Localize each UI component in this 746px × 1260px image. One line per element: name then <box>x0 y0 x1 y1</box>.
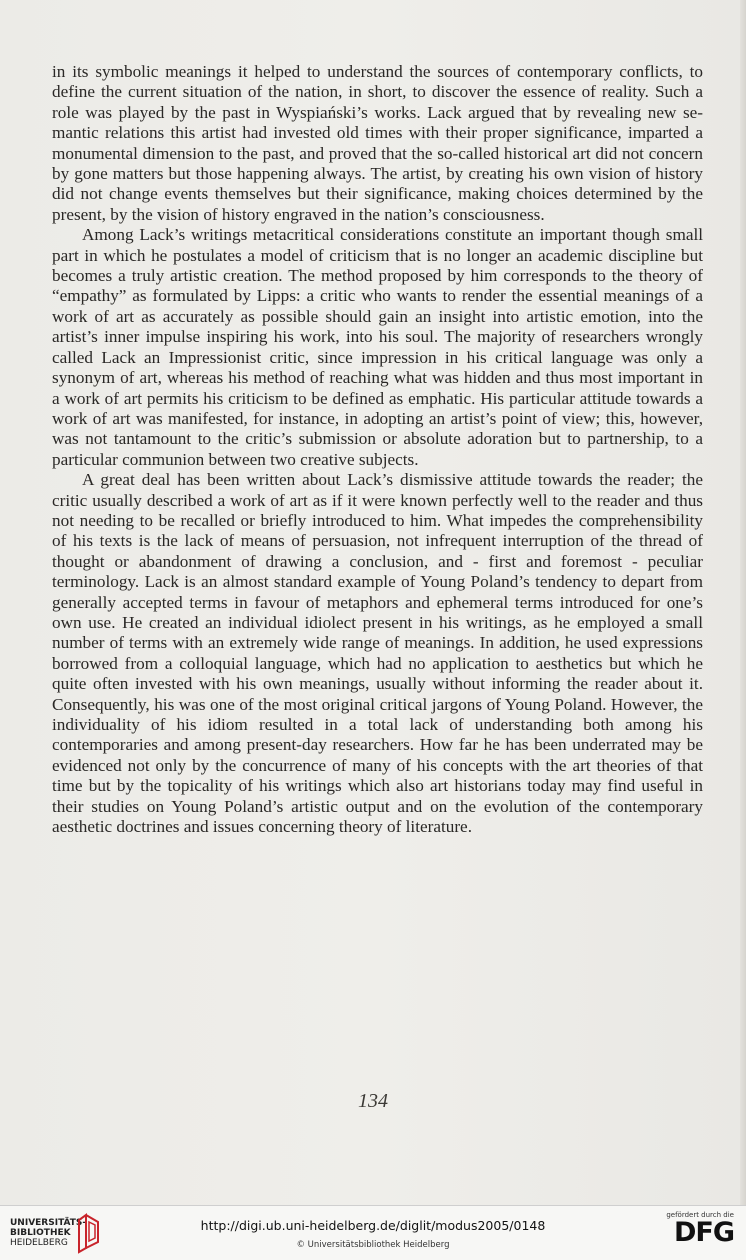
paragraph-3: A great deal has been written about Lack’s dismissive attitude towards the reader; the critic usually described a work of art as if it were known perfectly well to the reader and thus not needing to be recalled or briefly introduced to him. What impedes the comprehensibility of his texts is the lack of means of persuasion, not infrequent interruption of the thread of thought or abandonment of drawing a conclusion, and - first and foremost - peculiar terminology. Lack is an almost standard example of Young Poland’s tendency to depart from generally accepted terms in favour of metaphors and ephemeral terms introduced for one’s own use. He created an individual idiolect present in his writings, as he employed a small number of terms with an extremely wide range of meanings. In addition, he used expressions borrowed from a colloquial language, which had no application to aesthetics but which he quite often invested with his own meanings, usually without informing the reader about it. Consequently, his was one of the most original critical jargons of Young Poland. However, the individuality of his idiom resulted in a total lack of understanding both among his contemporaries and among present-day researchers. How far he has been underrated may be evidenced not only by the concurrence of many of his concepts with the art theories of that time but by the topicality of his writings which also art historians today may find useful in their studies on Young Poland’s artistic output and on the evolution of the contemporary aesthetic doctrines and issues concerning theory of literature. <box>52 470 703 837</box>
dfg-logo[interactable]: DFG <box>673 1217 734 1248</box>
funder-block <box>666 1211 734 1247</box>
paragraph-2: Among Lack’s writings metacritical considerations constitute an important though small part in which he postulates a model of criticism that is no longer an academic discipline but becomes a truly artistic creation. The method proposed by him corresponds to the theory of “empathy” as formulated by Lipps: a critic who wants to render the essential meanings of a work of art as accurately as possible should gain an insight into artistic emotion, into the artist’s inner impulse inspiring his work, into his soul. The majority of researchers wrongly called Lack an Impressionist critic, since impression in his critical language was only a synonym of art, whereas his method of reaching what was hidden and thus most important in a work of art permits his criticism to be defined as emphatic. His particular attitude towards a work of art was manifested, for instance, in adopting an artist’s point of view; this, however, was not tantamount to the critic’s submission or absolute adoration but to partnership, to a particular communion between two creative subjects. <box>52 225 703 469</box>
funding-label: gefördert durch die <box>666 1211 734 1219</box>
page-edge <box>740 0 746 1205</box>
source-url-link[interactable]: http://digi.ub.uni-heidelberg.de/diglit/modus2005/0148 <box>200 1218 546 1233</box>
library-line-1: UNIVERSITÄTS- <box>10 1218 87 1228</box>
body-text <box>52 62 703 837</box>
paragraph-1: in its symbolic meanings it helped to understand the sources of contemporary conflicts, to define the current situation of the nation, in short, to discover the essence of reality. Such a role was played by the past in Wyspiański’s works. Lack argued that by revealing new semantic relations this artist had invested old times with their proper significance, imparted a monumental dimension to the past, and proved that the so-called historical art did not concern by gone matters but those happening always. The artist, by creating his own vision of history did not change events themselves but their significance, making choices determined by the present, by the vision of history engraved in the nation’s consciousness. <box>52 62 703 224</box>
library-line-3: HEIDELBERG <box>10 1238 68 1248</box>
library-line-2: BIBLIOTHEK <box>10 1228 71 1238</box>
page-number: 134 <box>358 1090 388 1112</box>
viewer-footer <box>0 1205 746 1260</box>
copyright-notice: © Universitätsbibliothek Heidelberg <box>296 1240 450 1250</box>
